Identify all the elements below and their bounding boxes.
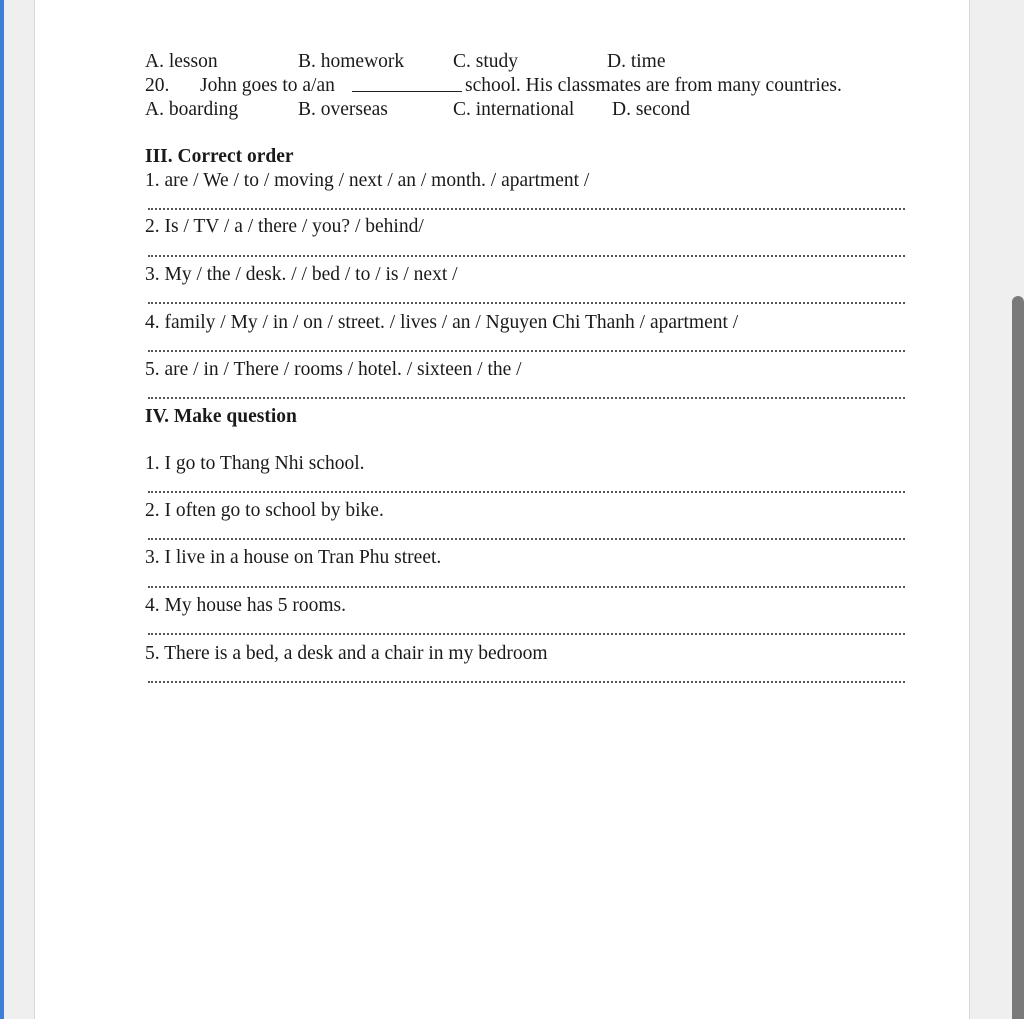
order-item-5: 5. are / in / There / rooms / hotel. / sixteen / the /: [145, 359, 522, 380]
order-item-2: 2. Is / TV / a / there / you? / behind/: [145, 216, 424, 237]
q20-number: 20.: [145, 75, 170, 96]
question-item-5: 5. There is a bed, a desk and a chair in my bedroom: [145, 643, 548, 664]
order-answer-line-1: [148, 208, 905, 210]
q20-stem-after: school. His classmates are from many countries.: [465, 75, 842, 96]
order-answer-line-4: [148, 350, 905, 352]
question-item-1: 1. I go to Thang Nhi school.: [145, 453, 365, 474]
question-item-3: 3. I live in a house on Tran Phu street.: [145, 547, 442, 568]
q20-option-c: C. international: [453, 99, 575, 120]
q20-answer-blank: [352, 75, 462, 98]
order-answer-line-3: [148, 302, 905, 304]
q20-stem-before: John goes to a/an: [200, 75, 335, 96]
q20-option-a: A. boarding: [145, 99, 239, 120]
q19-option-c: C. study: [453, 51, 519, 72]
q19-option-d: D. time: [607, 51, 666, 72]
q19-option-a: A. lesson: [145, 51, 218, 72]
order-answer-line-2: [148, 255, 905, 257]
q20-option-d: D. second: [612, 99, 690, 120]
section3-title: III. Correct order: [145, 146, 294, 167]
q19-option-b: B. homework: [298, 51, 405, 72]
order-answer-line-5: [148, 397, 905, 399]
question-answer-line-3: [148, 586, 905, 588]
question-answer-line-1: [148, 491, 905, 493]
question-answer-line-4: [148, 633, 905, 635]
q20-option-b: B. overseas: [298, 99, 388, 120]
question-answer-line-2: [148, 538, 905, 540]
order-item-4: 4. family / My / in / on / street. / lives / an / Nguyen Chi Thanh / apartment /: [145, 312, 739, 333]
order-item-3: 3. My / the / desk. / / bed / to / is / next /: [145, 264, 458, 285]
vertical-scrollbar-thumb[interactable]: [1012, 296, 1024, 1019]
question-answer-line-5: [148, 681, 905, 683]
window-left-edge: [0, 0, 4, 1019]
question-item-4: 4. My house has 5 rooms.: [145, 595, 346, 616]
order-item-1: 1. are / We / to / moving / next / an / month. / apartment /: [145, 170, 590, 191]
question-item-2: 2. I often go to school by bike.: [145, 500, 384, 521]
section4-title: IV. Make question: [145, 406, 297, 427]
